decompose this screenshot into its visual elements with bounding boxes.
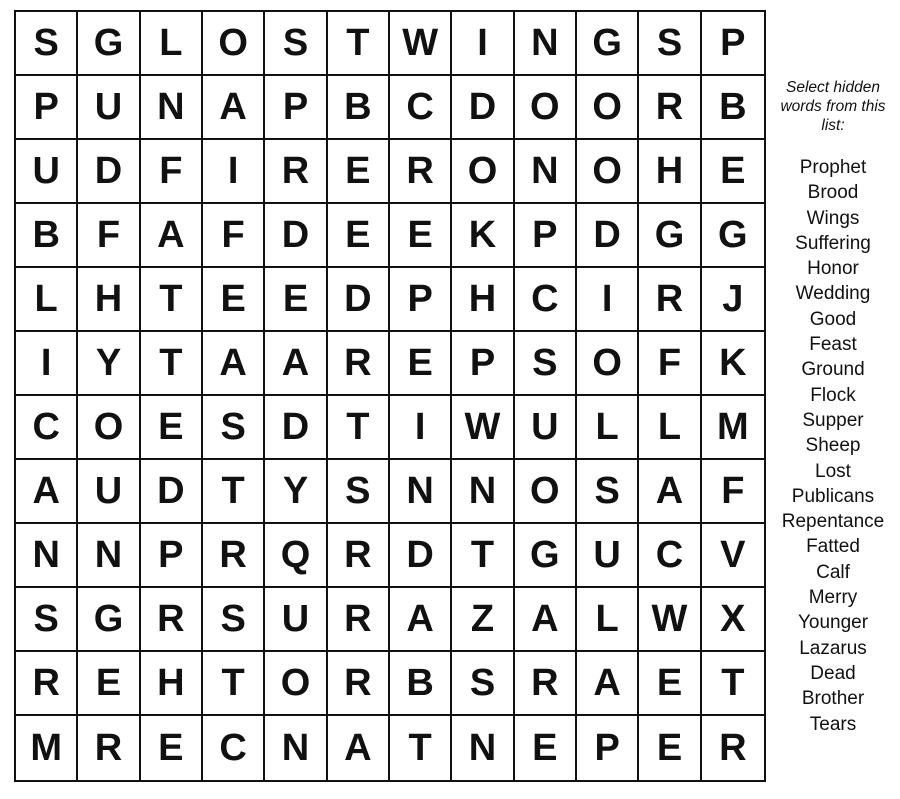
grid-cell[interactable]: R	[719, 726, 747, 769]
grid-cell[interactable]: O	[577, 332, 639, 396]
grid-cell[interactable]: F	[203, 204, 265, 268]
grid-cell[interactable]: O	[515, 76, 577, 140]
grid-cell[interactable]: S	[577, 460, 639, 524]
grid-cell[interactable]: I	[452, 12, 514, 76]
grid-cell[interactable]: Z	[452, 588, 514, 652]
grid-cell[interactable]: I	[16, 332, 78, 396]
grid-cell[interactable]: R	[639, 76, 701, 140]
grid-cell[interactable]: D	[265, 396, 327, 460]
grid-cell[interactable]: T	[141, 268, 203, 332]
word-list-item[interactable]: Good	[809, 308, 857, 330]
grid-cell[interactable]: S	[328, 460, 390, 524]
grid-cell[interactable]: R	[265, 140, 327, 204]
grid-cell[interactable]: F	[639, 332, 701, 396]
grid-cell[interactable]: H	[78, 268, 140, 332]
grid-cell[interactable]: C	[515, 268, 577, 332]
grid-cell[interactable]: U	[16, 140, 78, 204]
grid-cell[interactable]: E	[515, 716, 577, 780]
grid-cell[interactable]: G	[577, 12, 639, 76]
word-list-item[interactable]: Dead	[810, 662, 856, 684]
grid-cell[interactable]: T	[141, 332, 203, 396]
grid-cell[interactable]: B	[16, 204, 78, 268]
grid-cell[interactable]: K	[452, 204, 514, 268]
word-list-item[interactable]: Flock	[810, 384, 856, 406]
word-list-item[interactable]: Sheep	[805, 435, 861, 457]
grid-cell[interactable]: R	[203, 524, 265, 588]
grid-cell[interactable]: E	[141, 716, 203, 780]
grid-cell[interactable]: R	[328, 652, 390, 716]
grid-cell[interactable]: S	[265, 12, 327, 76]
grid-cell[interactable]: M	[702, 396, 764, 460]
grid-cell[interactable]: P	[452, 332, 514, 396]
word-list-item[interactable]: Tears	[809, 713, 857, 735]
grid-cell[interactable]: B	[328, 76, 390, 140]
grid-cell[interactable]: A	[639, 460, 701, 524]
grid-cell[interactable]: E	[328, 140, 390, 204]
grid-cell[interactable]: E	[141, 396, 203, 460]
grid-cell[interactable]: E	[78, 652, 140, 716]
grid-cell[interactable]: D	[577, 204, 639, 268]
grid-cell[interactable]: G	[78, 12, 140, 76]
grid-cell[interactable]: L	[16, 268, 78, 332]
letter-grid	[14, 10, 766, 782]
grid-cell[interactable]: E	[390, 204, 452, 268]
word-list-item[interactable]: Honor	[807, 258, 859, 280]
grid-cell[interactable]: W	[452, 396, 514, 460]
grid-cell[interactable]: Y	[265, 460, 327, 524]
word-list-item[interactable]: Wings	[806, 207, 860, 229]
grid-cell[interactable]: H	[452, 268, 514, 332]
grid-cell[interactable]: D	[452, 76, 514, 140]
grid-cell[interactable]: O	[577, 76, 639, 140]
grid-cell[interactable]: T	[452, 524, 514, 588]
grid-cell[interactable]: C	[203, 716, 265, 780]
grid-cell[interactable]: D	[390, 524, 452, 588]
word-list-item[interactable]: Brother	[801, 688, 865, 710]
grid-cell[interactable]: L	[577, 588, 639, 652]
grid-cell[interactable]: E	[639, 652, 701, 716]
grid-cell[interactable]: V	[702, 524, 764, 588]
grid-cell[interactable]: H	[141, 652, 203, 716]
grid-cell[interactable]: C	[639, 524, 701, 588]
word-list-item[interactable]: Suffering	[795, 232, 871, 254]
grid-cell[interactable]: C	[16, 396, 78, 460]
instructions-text: Select hidden words from this list:	[780, 79, 886, 134]
grid-cell[interactable]: U	[265, 588, 327, 652]
grid-cell[interactable]: N	[78, 524, 140, 588]
grid-cell[interactable]: L	[577, 396, 639, 460]
grid-cell[interactable]: A	[265, 332, 327, 396]
grid-cell[interactable]: O	[577, 140, 639, 204]
grid-cell[interactable]: S	[16, 588, 78, 652]
grid-cell[interactable]: D	[328, 268, 390, 332]
grid-cell[interactable]: J	[702, 268, 764, 332]
grid-cell[interactable]: A	[203, 332, 265, 396]
grid-cell[interactable]: G	[639, 204, 701, 268]
word-list-item[interactable]: Lazarus	[799, 637, 867, 659]
grid-cell[interactable]: A	[577, 652, 639, 716]
grid-cell[interactable]: U	[78, 76, 140, 140]
grid-cell[interactable]: O	[452, 140, 514, 204]
grid-cell[interactable]: F	[78, 204, 140, 268]
grid-cell[interactable]: L	[141, 12, 203, 76]
word-list-item[interactable]: Ground	[801, 359, 865, 381]
grid-cell[interactable]: S	[203, 588, 265, 652]
word-list-item[interactable]: Calf	[816, 561, 850, 583]
grid-cell[interactable]: N	[452, 460, 514, 524]
grid-cell[interactable]: E	[639, 716, 701, 780]
grid-cell[interactable]: S	[515, 332, 577, 396]
grid-cell[interactable]: E	[265, 268, 327, 332]
grid-cell[interactable]: N	[452, 716, 514, 780]
word-list-item[interactable]: Wedding	[795, 283, 871, 305]
grid-cell[interactable]: A	[141, 204, 203, 268]
grid-cell[interactable]: T	[328, 396, 390, 460]
grid-cell[interactable]: P	[702, 12, 764, 76]
grid-cell[interactable]: Y	[78, 332, 140, 396]
grid-cell[interactable]: N	[265, 716, 327, 780]
grid-cell[interactable]: W	[390, 12, 452, 76]
grid-cell[interactable]: U	[577, 524, 639, 588]
grid-cell[interactable]: P	[577, 716, 639, 780]
grid-cell[interactable]: O	[515, 460, 577, 524]
grid-cell[interactable]: G	[515, 524, 577, 588]
grid-cell[interactable]: O	[78, 396, 140, 460]
grid-cell[interactable]: X	[702, 588, 764, 652]
grid-cell[interactable]: T	[203, 460, 265, 524]
grid-cell[interactable]: O	[203, 12, 265, 76]
grid-cell[interactable]: A	[203, 76, 265, 140]
grid-cell[interactable]: S	[16, 12, 78, 76]
grid-cell[interactable]: I	[577, 268, 639, 332]
grid-cell[interactable]: K	[702, 332, 764, 396]
grid-cell[interactable]: A	[328, 716, 390, 780]
grid-cell[interactable]: P	[265, 76, 327, 140]
word-list-item[interactable]: Fatted	[806, 536, 860, 558]
grid-cell[interactable]: S	[452, 652, 514, 716]
grid-cell[interactable]: D	[78, 140, 140, 204]
grid-cell[interactable]: L	[639, 396, 701, 460]
grid-cell[interactable]: P	[390, 268, 452, 332]
grid-cell[interactable]: G	[78, 588, 140, 652]
grid-cell[interactable]: B	[390, 652, 452, 716]
grid-cell[interactable]: T	[390, 716, 452, 780]
word-list-panel	[770, 78, 896, 737]
grid-cell[interactable]: R	[16, 652, 78, 716]
grid-cell[interactable]: S	[203, 396, 265, 460]
grid-cell[interactable]: I	[203, 140, 265, 204]
grid-cell[interactable]: E	[390, 332, 452, 396]
word-list-item[interactable]: Feast	[809, 334, 857, 356]
grid-cell[interactable]: F	[702, 460, 764, 524]
grid-cell[interactable]: D	[265, 204, 327, 268]
word-list-item[interactable]: Brood	[807, 182, 859, 204]
grid-cell[interactable]: R	[78, 716, 140, 780]
word-list-item[interactable]: Younger	[797, 612, 869, 634]
grid-cell[interactable]: T	[702, 652, 764, 716]
grid-cell[interactable]: U	[78, 460, 140, 524]
grid-cell[interactable]: P	[16, 76, 78, 140]
grid-cell[interactable]: N	[390, 460, 452, 524]
grid-cell[interactable]: G	[702, 204, 764, 268]
grid-cell[interactable]: T	[203, 652, 265, 716]
grid-cell[interactable]: R	[328, 332, 390, 396]
grid-cell[interactable]: A	[16, 460, 78, 524]
grid-cell[interactable]: R	[328, 524, 390, 588]
grid-cell[interactable]: A	[515, 588, 577, 652]
grid-cell[interactable]: W	[639, 588, 701, 652]
grid-cell[interactable]: A	[390, 588, 452, 652]
word-list-item[interactable]: Repentance	[781, 511, 885, 533]
grid-cell[interactable]: E	[702, 140, 764, 204]
grid-cell[interactable]: R	[639, 268, 701, 332]
grid-cell[interactable]: F	[141, 140, 203, 204]
grid-cell[interactable]: N	[515, 12, 577, 76]
grid-cell[interactable]: R	[141, 588, 203, 652]
grid-cell[interactable]: R	[515, 652, 577, 716]
word-list-item[interactable]: Lost	[815, 460, 851, 482]
grid-cell[interactable]: C	[390, 76, 452, 140]
grid-cell[interactable]: O	[265, 652, 327, 716]
grid-cell[interactable]: N	[515, 140, 577, 204]
grid-cell[interactable]: T	[328, 12, 390, 76]
grid-cell[interactable]: Q	[265, 524, 327, 588]
word-list-item[interactable]: Publicans	[791, 485, 875, 507]
word-list	[770, 155, 896, 737]
grid-cell[interactable]: N	[141, 76, 203, 140]
grid-cell[interactable]: R	[390, 140, 452, 204]
grid-cell[interactable]: N	[16, 524, 78, 588]
grid-cell[interactable]: P	[515, 204, 577, 268]
grid-cell[interactable]: S	[639, 12, 701, 76]
word-list-item[interactable]: Prophet	[799, 157, 867, 178]
word-list-item[interactable]: Supper	[802, 409, 864, 431]
grid-cell[interactable]: E	[328, 204, 390, 268]
grid-cell[interactable]: E	[203, 268, 265, 332]
grid-cell[interactable]: B	[702, 76, 764, 140]
grid-cell[interactable]: U	[515, 396, 577, 460]
grid-cell[interactable]: I	[390, 396, 452, 460]
grid-cell[interactable]: D	[141, 460, 203, 524]
grid-cell[interactable]: H	[639, 140, 701, 204]
grid-cell[interactable]: M	[16, 716, 78, 780]
grid-cell[interactable]: P	[141, 524, 203, 588]
grid-cell[interactable]: R	[328, 588, 390, 652]
word-list-item[interactable]: Merry	[808, 587, 858, 609]
